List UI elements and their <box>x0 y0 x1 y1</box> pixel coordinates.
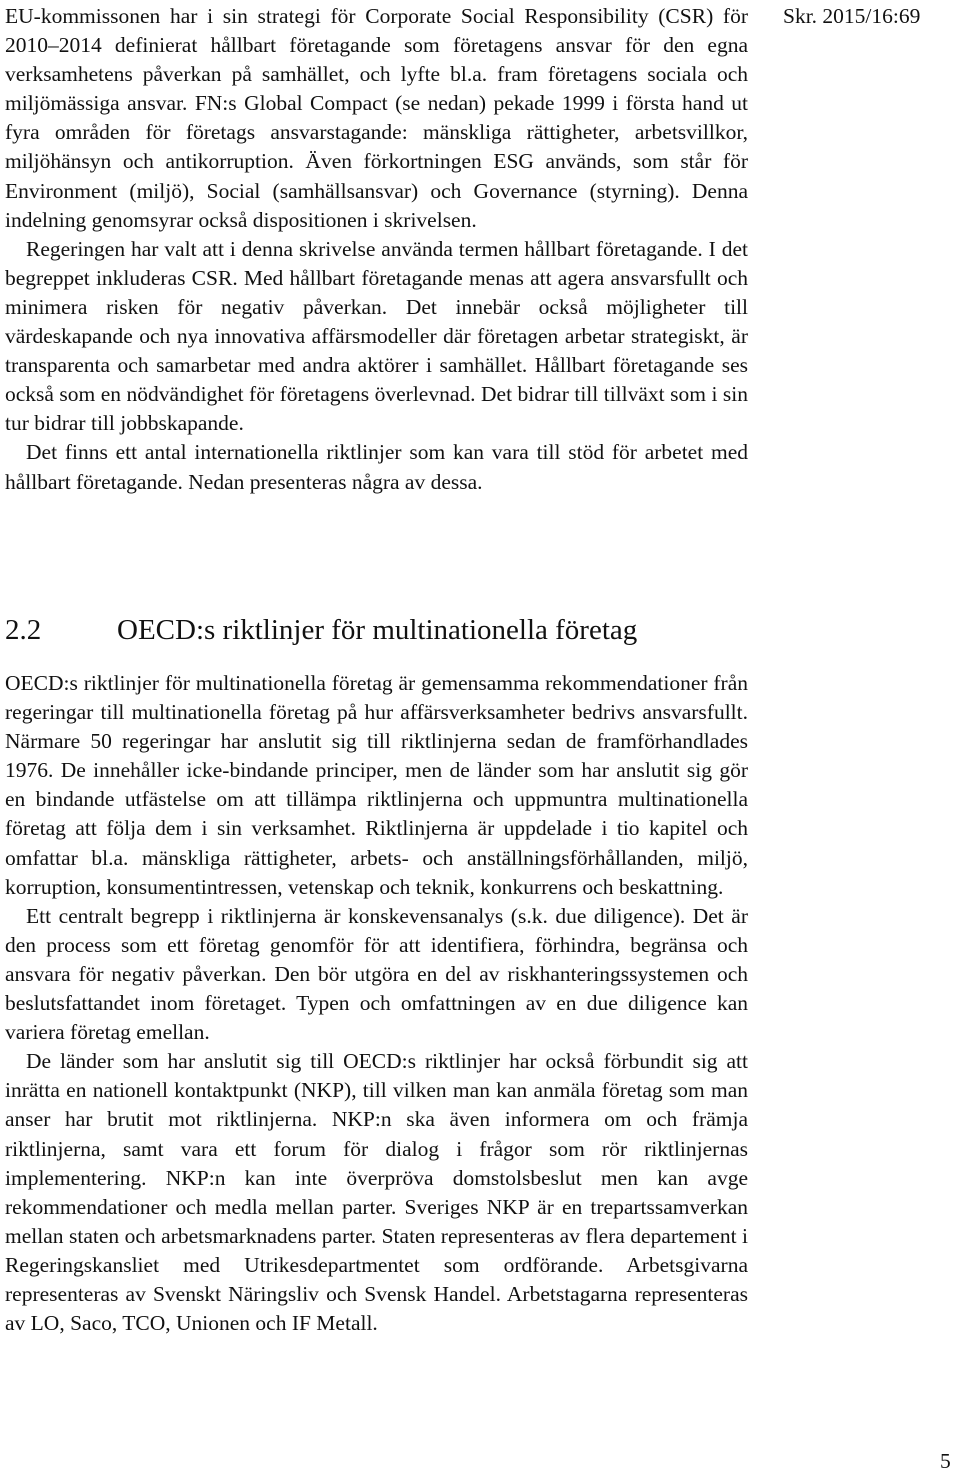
section-number: 2.2 <box>5 614 42 646</box>
intro-paragraph-3: Det finns ett antal internationella riktlinjer som kan vara till stöd för arbetet med hållbart företagande. Nedan presenteras några av dessa. <box>5 440 748 494</box>
section-heading <box>5 611 637 649</box>
intro-paragraph-1: EU-kommissonen har i sin strategi för Corporate Social Responsibility (CSR) för 2010–2014 definierat hållbart företagande som företagens ansvar för den egna verksamhetens påverkan på samhället, och lyfte bl.a. fram företagens sociala och miljömässiga ansvar. FN:s Global Compact (se nedan) pekade 1999 i första hand ut fyra områden för företags ansvarstagande: mänskliga rättigheter, arbetsvillkor, miljöhänsyn och antikorruption. Även förkortningen ESG används, som står för Environment (miljö), Social (samhällsansvar) och Governance (styrning). Denna indelning genomsyrar också dispositionen i skrivelsen. <box>5 4 748 232</box>
intro-text <box>5 2 748 497</box>
section-paragraph-2: Ett centralt begrepp i riktlinjerna är konskevensanalys (s.k. due diligence). Det är den process som ett företag genomför för att identifiera, förhindra, begränsa och ansvara för negativ påverkan. Den bör utgöra en del av riskhanteringssystemen och beslutsfattandet inom företaget. Typen och omfattningen av en due diligence kan variera företag emellan. <box>5 903 748 1045</box>
page-number: 5 <box>940 1449 951 1473</box>
section-text <box>5 669 748 1338</box>
section-paragraph-3: De länder som har anslutit sig till OECD:s riktlinjer har också förbundit sig att inrätta en nationell kontaktpunkt (NKP), till vilken man kan anmäla företag som man anser har brutit mot riktlinjerna. NKP:n ska även informera om och främja riktlinjerna, samt vara ett forum för dialog i frågor som rör riktlinjernas implementering. NKP:n kan inte överpröva domstolsbeslut men kan avge rekommendationer och medla mellan parter. Sveriges NKP är en trepartssamverkan mellan staten och arbetsmarknadens parter. Staten representeras av flera departement i Regeringskansliet med Utrikesdepartmentet som ordförande. Arbetsgivarna representeras av Svenskt Näringsliv och Svensk Handel. Arbetstagarna representeras av LO, Saco, TCO, Unionen och IF Metall. <box>5 1049 748 1336</box>
intro-paragraph-2: Regeringen har valt att i denna skrivelse använda termen hållbart företagande. I det begreppet inkluderas CSR. Med hållbart företagande menas att agera ansvarsfullt och minimera risken för negativ påverkan. Det innebär också möjligheter till värdeskapande och nya innovativa affärsmodeller där företagen arbetar strategiskt, är transparenta och samarbetar med andra aktörer i samhället. Hållbart företagande ses också som en nödvändighet för företagens överlevnad. Det bidrar till tillväxt som i sin tur bidrar till jobbskapande. <box>5 236 748 436</box>
section-paragraph-1: OECD:s riktlinjer för multinationella företag är gemensamma rekommendationer från regeringar till multinationella företag på hur affärsverksamheter bedrivs ansvarsfullt. Närmare 50 regeringar har anslutit sig till riktlinjerna sedan de framförhandlades 1976. De innehåller icke-bindande principer, men de länder som har anslutit sig gör en bindande utfästelse om att tillämpa riktlinjerna och uppmuntra multinationella företag att följa dem i sin verksamhet. Riktlinjerna är uppdelade i tio kapitel och omfattar bl.a. mänskliga rättigheter, arbets- och anställningsförhållanden, miljö, korruption, konsumentintressen, vetenskap och teknik, konkurrens och beskattning. <box>5 671 748 899</box>
section-title: OECD:s riktlinjer för multinationella företag <box>117 614 638 646</box>
document-reference: Skr. 2015/16:69 <box>783 4 921 28</box>
